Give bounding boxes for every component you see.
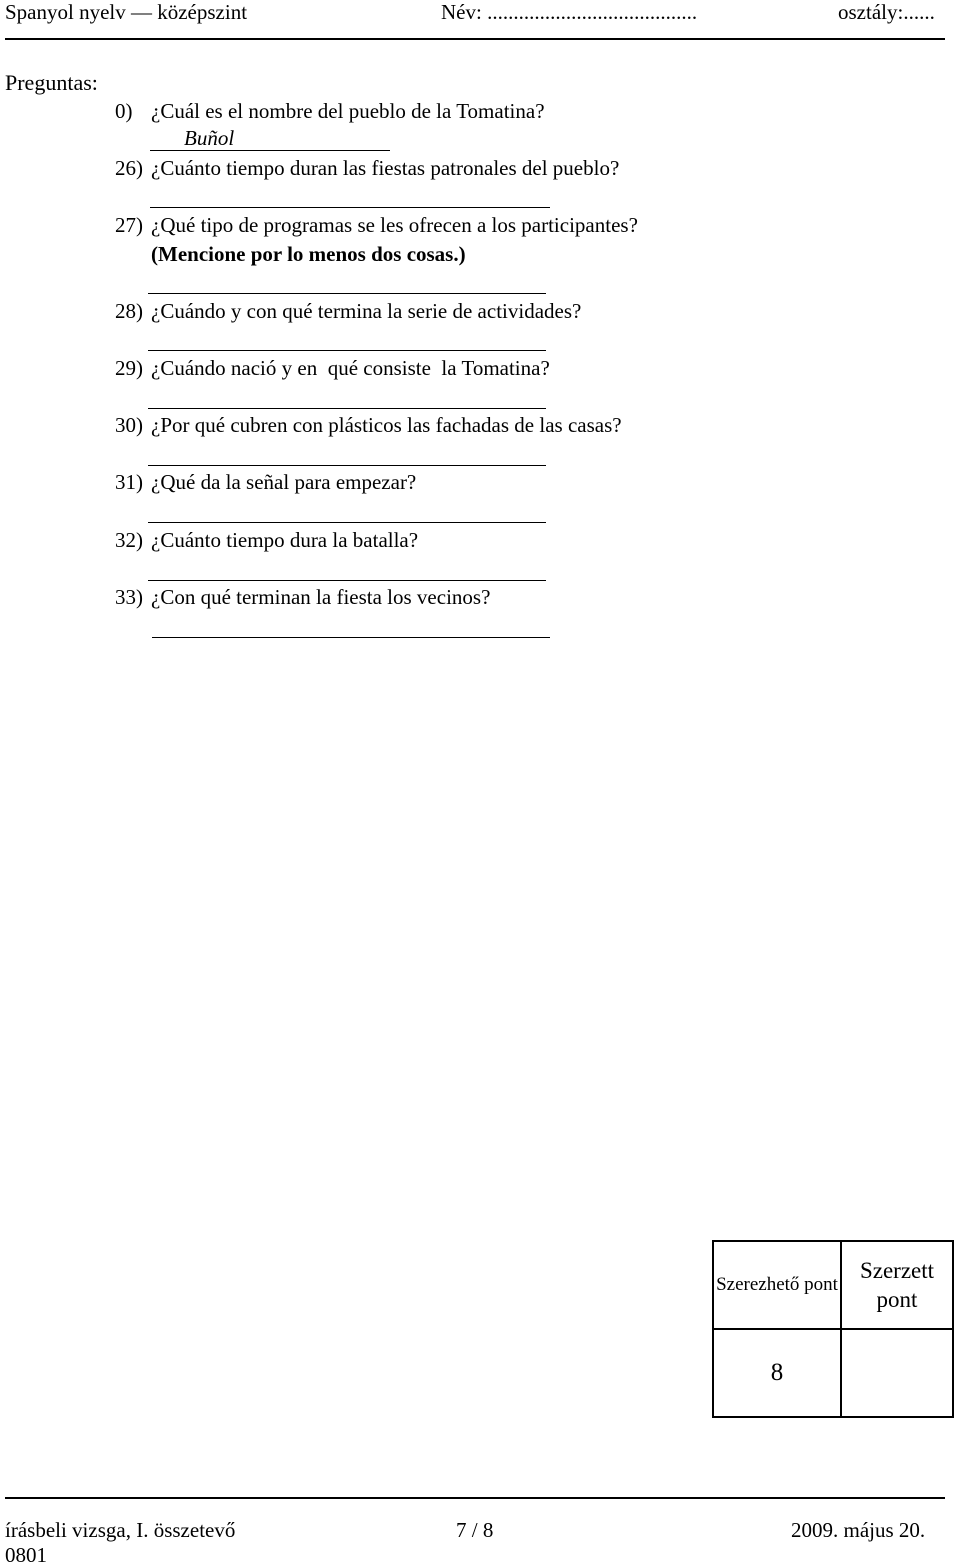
question-number: 0) [115, 99, 133, 123]
question-27-note: (Mencione por lo menos dos cosas.) [151, 242, 466, 266]
question-inverted-mark: ¿ [151, 528, 161, 552]
answer-line-27[interactable] [148, 293, 546, 294]
question-inverted-mark: ¿ [151, 99, 161, 123]
question-30 [115, 412, 622, 438]
question-number: 27) [115, 213, 143, 237]
header-name-field: Név: ........................................ [441, 0, 698, 24]
question-inverted-mark: ¿ [151, 585, 161, 609]
question-number: 28) [115, 299, 143, 323]
question-text: Cuánto tiempo dura la batalla? [160, 528, 419, 552]
question-26 [115, 155, 619, 181]
answer-line-28[interactable] [148, 350, 546, 351]
question-inverted-mark: ¿ [151, 470, 161, 494]
footer-date: 2009. május 20. [791, 1518, 926, 1542]
question-inverted-mark: ¿ [151, 213, 161, 237]
question-inverted-mark: ¿ [151, 356, 161, 380]
earned-points-header [841, 1241, 953, 1329]
question-text: Por qué cubren con plásticos las fachadas de las casas? [160, 413, 622, 437]
question-number: 26) [115, 156, 143, 180]
question-29 [115, 355, 550, 381]
footer-divider [5, 1497, 945, 1499]
question-text: Cuánto tiempo duran las fiestas patronales del pueblo? [160, 156, 620, 180]
question-inverted-mark: ¿ [151, 156, 161, 180]
answer-text-0: Buñol [184, 126, 235, 150]
question-27 [115, 212, 638, 238]
question-inverted-mark: ¿ [151, 299, 161, 323]
answer-line-30[interactable] [148, 465, 546, 466]
answer-line-29[interactable] [148, 408, 546, 409]
section-title: Preguntas: [5, 70, 98, 95]
score-table [712, 1240, 954, 1418]
question-text: Cuál es el nombre del pueblo de la Tomatina? [160, 99, 545, 123]
header-subject: Spanyol nyelv — középszint [5, 0, 248, 24]
question-text: Con qué terminan la fiesta los vecinos? [160, 585, 491, 609]
available-points-cell [713, 1329, 841, 1417]
question-number: 33) [115, 585, 143, 609]
question-number: 32) [115, 528, 143, 552]
question-number: 30) [115, 413, 143, 437]
available-points-value: 8 [770, 1359, 784, 1386]
question-0 [115, 98, 545, 124]
footer-page-number: 7 / 8 [456, 1518, 494, 1542]
question-inverted-mark: ¿ [151, 413, 161, 437]
question-28 [115, 298, 581, 324]
question-number: 31) [115, 470, 143, 494]
question-32 [115, 527, 418, 553]
question-number: 29) [115, 356, 143, 380]
answer-line-26[interactable] [150, 207, 550, 208]
answer-line-31[interactable] [148, 522, 546, 523]
question-31 [115, 469, 416, 495]
available-points-header [713, 1241, 841, 1329]
question-text: Qué da la señal para empezar? [160, 470, 417, 494]
earned-points-label: Szerzett pont [859, 1258, 935, 1312]
answer-line-32[interactable] [148, 580, 546, 581]
header-divider [5, 38, 945, 40]
footer-code: 0801 [5, 1543, 47, 1567]
question-text: Cuándo y con qué termina la serie de actividades? [160, 299, 582, 323]
answer-line-33[interactable] [152, 637, 550, 638]
available-points-label: Szerezhető pont [716, 1274, 838, 1295]
question-text: Qué tipo de programas se les ofrecen a los participantes? [160, 213, 638, 237]
question-text: Cuándo nació y en qué consiste la Tomatina? [160, 356, 550, 380]
footer-exam-label: írásbeli vizsga, I. összetevő [5, 1518, 236, 1542]
answer-line-0[interactable] [150, 150, 390, 151]
header-class-field: osztály:...... [838, 0, 935, 24]
earned-points-cell[interactable] [841, 1329, 953, 1417]
question-33 [115, 584, 490, 610]
